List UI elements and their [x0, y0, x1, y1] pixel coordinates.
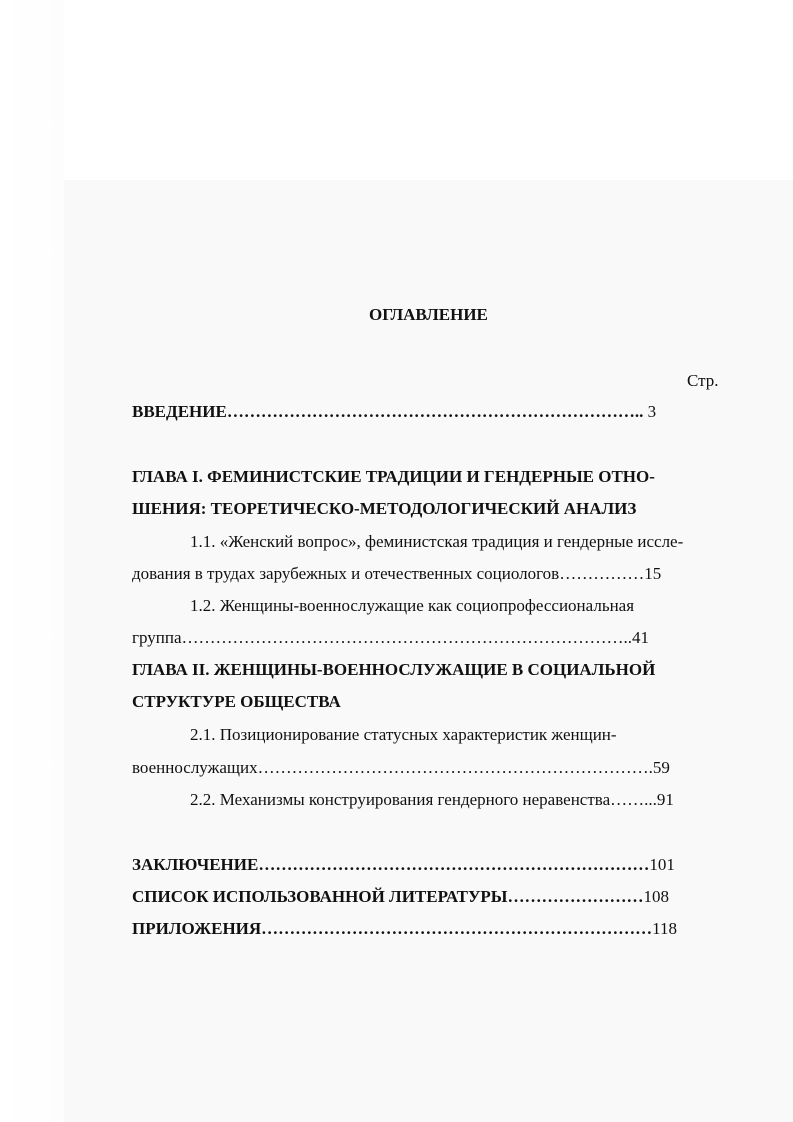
toc-section-2-1-line1[interactable]: 2.1. Позиционирование статусных характеристик женщин- — [190, 725, 617, 744]
page-column-header: Стр. — [687, 371, 719, 390]
toc-page-number: 3 — [647, 402, 657, 421]
toc-page-number: 91 — [656, 790, 674, 809]
toc-entry-conclusion[interactable] — [132, 855, 675, 875]
toc-entry-label: группа — [132, 628, 182, 647]
toc-entry-label: ВВЕДЕНИЕ — [132, 402, 227, 421]
toc-entry-label: ЗАКЛЮЧЕНИЕ — [132, 855, 259, 874]
toc-page-number: 118 — [652, 919, 678, 938]
toc-leader: ……………………………………………………………. — [257, 758, 653, 777]
toc-leader: ……………………………………………………………….. — [226, 402, 644, 421]
toc-chapter-2-line2[interactable]: СТРУКТУРЕ ОБЩЕСТВА — [132, 692, 341, 711]
toc-leader: …………………………………………………………… — [261, 919, 653, 938]
toc-section-2-1-line2[interactable] — [132, 758, 670, 778]
toc-section-1-1-line1[interactable]: 1.1. «Женский вопрос», феминистская традиция и гендерные иссле- — [190, 532, 684, 551]
toc-chapter-1-line1[interactable]: ГЛАВА I. ФЕМИНИСТСКИЕ ТРАДИЦИИ И ГЕНДЕРНЫЕ ОТНО- — [132, 467, 655, 486]
toc-leader: …………………………………………………………………….. — [181, 628, 632, 647]
toc-section-1-1-line2[interactable] — [132, 564, 661, 584]
toc-entry-introduction[interactable] — [132, 402, 656, 422]
toc-entry-appendices[interactable] — [132, 919, 677, 939]
toc-entry-bibliography[interactable] — [132, 887, 669, 907]
toc-page-number: 15 — [644, 564, 662, 583]
toc-section-2-2[interactable] — [190, 790, 674, 810]
scan-margin — [0, 0, 64, 1122]
toc-section-1-2-line1[interactable]: 1.2. Женщины-военнослужащие как социопрофессиональная — [190, 596, 635, 615]
toc-page-number: 108 — [643, 887, 669, 906]
toc-page-number: 59 — [652, 758, 670, 777]
toc-entry-label: 2.2. Механизмы конструирования гендерного неравенства — [190, 790, 611, 809]
toc-leader: …………………………………………………………… — [258, 855, 650, 874]
toc-chapter-2-line1[interactable]: ГЛАВА II. ЖЕНЩИНЫ-ВОЕННОСЛУЖАЩИЕ В СОЦИАЛЬНОЙ — [132, 660, 656, 679]
scan-top — [64, 0, 793, 180]
toc-leader: ……... — [610, 790, 657, 809]
toc-page-number: 41 — [632, 628, 649, 647]
toc-leader: …………… — [559, 564, 645, 583]
toc-leader: …………………… — [507, 887, 644, 906]
toc-entry-label: ПРИЛОЖЕНИЯ — [132, 919, 262, 938]
toc-title: ОГЛАВЛЕНИЕ — [369, 305, 488, 324]
toc-entry-label: СПИСОК ИСПОЛЬЗОВАННОЙ ЛИТЕРАТУРЫ — [132, 887, 508, 906]
toc-entry-label: военнослужащих — [132, 758, 258, 777]
toc-chapter-1-line2[interactable]: ШЕНИЯ: ТЕОРЕТИЧЕСКО-МЕТОДОЛОГИЧЕСКИЙ АНАЛИЗ — [132, 499, 637, 518]
toc-entry-label: дования в трудах зарубежных и отечественных социологов — [132, 564, 560, 583]
toc-section-1-2-line2[interactable] — [132, 628, 649, 648]
toc-page-number: 101 — [649, 855, 675, 874]
